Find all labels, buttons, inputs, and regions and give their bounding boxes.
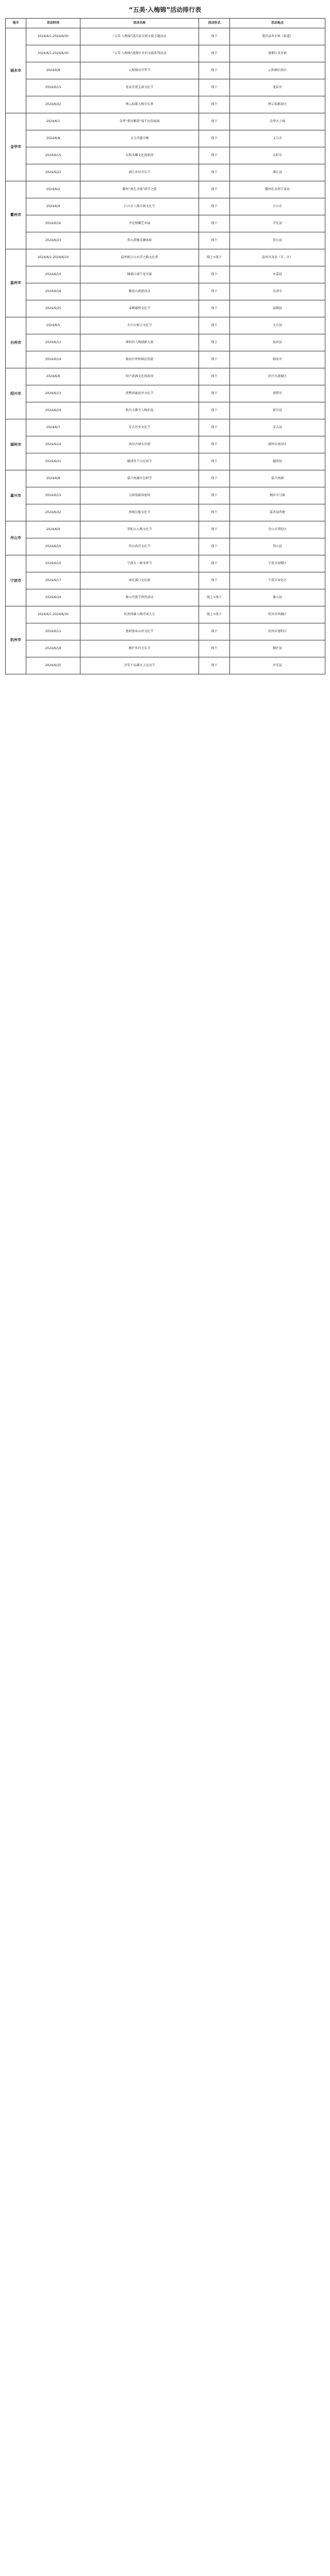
table-row: [6, 62, 325, 79]
time-cell: 2024/6/1-2024/6/10: [26, 249, 80, 266]
table-row: [6, 606, 325, 623]
activity-form-cell: 线下: [199, 198, 230, 215]
activity-form-cell: 线下: [199, 453, 230, 470]
activity-place-cell: 金华古子城: [230, 113, 325, 130]
activity-name-cell: “五美·入梅锦”遂昌县全域文旅主题活动: [80, 28, 199, 45]
activity-name-cell: 淳安千岛湖水上运动节: [80, 657, 199, 674]
activity-place-cell: 浦江县: [230, 164, 325, 181]
activity-form-cell: 线下: [199, 266, 230, 283]
document-page: [5, 0, 325, 674]
table-row: [6, 402, 325, 419]
activity-table: [5, 18, 325, 674]
activity-name-cell: 嘉兴南湖红色研学: [80, 470, 199, 487]
city-cell: 温州市: [6, 249, 26, 317]
table-row: [6, 436, 325, 453]
activity-place-cell: 新昌县: [230, 402, 325, 419]
activity-place-cell: 义乌市: [230, 130, 325, 147]
activity-place-cell: 永嘉县: [230, 266, 325, 283]
city-cell: 绍兴市: [6, 368, 26, 419]
activity-name-cell: 开化根雕艺术展: [80, 215, 199, 232]
activity-name-cell: 宁波天一阁书香节: [80, 555, 199, 572]
activity-name-cell: 泰顺廊桥文化节: [80, 300, 199, 317]
activity-place-cell: 泰顺县: [230, 300, 325, 317]
activity-name-cell: 西塘汉服文化节: [80, 504, 199, 521]
activity-name-cell: 浦江乡村音乐节: [80, 164, 199, 181]
time-cell: 2024/6/17: [26, 572, 80, 589]
time-cell: 2024/6/22: [26, 504, 80, 521]
activity-name-cell: 常山胡柚采摘体验: [80, 232, 199, 249]
table-row: [6, 657, 325, 674]
activity-form-cell: 线下: [199, 317, 230, 334]
table-row: [6, 504, 325, 521]
activity-form-cell: 线下: [199, 555, 230, 572]
activity-name-cell: 乌镇戏剧体验周: [80, 487, 199, 504]
time-cell: 2024/6/11: [26, 623, 80, 640]
activity-form-cell: 线下: [199, 28, 230, 45]
table-row: [6, 521, 325, 538]
table-row: [6, 113, 325, 130]
activity-place-cell: 温州市各县（市、区）: [230, 249, 325, 266]
activity-form-cell: 线下: [199, 504, 230, 521]
activity-place-cell: 桐庐县: [230, 640, 325, 657]
time-cell: 2024/6/18: [26, 283, 80, 300]
activity-form-cell: 线下: [199, 487, 230, 504]
city-cell: 嘉兴市: [6, 470, 26, 521]
table-row: [6, 300, 325, 317]
activity-name-cell: 云和梯田开犁节: [80, 62, 199, 79]
table-row: [6, 351, 325, 368]
time-cell: 2024/6/10: [26, 266, 80, 283]
activity-form-cell: 线下: [199, 640, 230, 657]
time-cell: 2024/6/21: [26, 453, 80, 470]
table-row: [6, 487, 325, 504]
city-cell: 衢州市: [6, 181, 26, 249]
activity-name-cell: 东阳木雕文化体验周: [80, 147, 199, 164]
activity-name-cell: 神仙居入梅摄影大赛: [80, 334, 199, 351]
activity-form-cell: 线下: [199, 538, 230, 555]
table-row: [6, 572, 325, 589]
activity-name-cell: 雁荡山夜游活动: [80, 283, 199, 300]
table-row: [6, 283, 325, 300]
activity-form-cell: 线下: [199, 147, 230, 164]
activity-name-cell: 衢州“南孔圣地”研学之旅: [80, 181, 199, 198]
time-cell: 2024/6/1-2024/6/30: [26, 45, 80, 62]
header-form: 活动形式: [199, 19, 230, 28]
activity-name-cell: 诸暨西施故里文化节: [80, 385, 199, 402]
activity-name-cell: 南浔古镇水乡游: [80, 436, 199, 453]
activity-name-cell: 缙云仙都入梅音乐季: [80, 96, 199, 113]
activity-form-cell: 线下: [199, 300, 230, 317]
activity-place-cell: 仙居县: [230, 334, 325, 351]
activity-place-cell: 临海市: [230, 351, 325, 368]
activity-form-cell: 线下: [199, 623, 230, 640]
activity-form-cell: 线下: [199, 79, 230, 96]
activity-name-cell: 临海台州府城民俗游: [80, 351, 199, 368]
activity-form-cell: 线下: [199, 232, 230, 249]
activity-place-cell: 东阳市: [230, 147, 325, 164]
activity-name-cell: 绍兴黄酒文化体验周: [80, 368, 199, 385]
activity-form-cell: 线下: [199, 521, 230, 538]
time-cell: 2024/6/9: [26, 198, 80, 215]
time-cell: 2024/6/15: [26, 79, 80, 96]
activity-form-cell: 线上: [199, 334, 230, 351]
activity-form-cell: 线下: [199, 215, 230, 232]
table-body: [6, 28, 325, 674]
time-cell: 2024/6/19: [26, 351, 80, 368]
activity-place-cell: 云和梯田景区: [230, 62, 325, 79]
activity-place-cell: 德清县: [230, 453, 325, 470]
city-cell: 金华市: [6, 113, 26, 181]
activity-form-cell: 线下: [199, 96, 230, 113]
activity-place-cell: 遂昌县各乡镇（街道）: [230, 28, 325, 45]
activity-name-cell: 德清莫干山民宿节: [80, 453, 199, 470]
activity-name-cell: 岱山海洋文化节: [80, 538, 199, 555]
activity-place-cell: 天台县: [230, 317, 325, 334]
activity-form-cell: 线下: [199, 402, 230, 419]
activity-place-cell: 衢州孔氏南宗家庙: [230, 181, 325, 198]
table-row: [6, 623, 325, 640]
activity-form-cell: 线下: [199, 45, 230, 62]
activity-name-cell: 新昌大佛寺入梅祈福: [80, 402, 199, 419]
table-row: [6, 130, 325, 147]
table-row: [6, 538, 325, 555]
activity-form-cell: 线下: [199, 572, 230, 589]
activity-name-cell: 龙泉青瓷宝剑文化节: [80, 79, 199, 96]
table-row: [6, 79, 325, 96]
activity-place-cell: 桐乡市乌镇: [230, 487, 325, 504]
activity-place-cell: 绍兴市越城区: [230, 368, 325, 385]
activity-name-cell: 天台山和合文化节: [80, 317, 199, 334]
table-row: [6, 334, 325, 351]
city-cell: 杭州市: [6, 606, 26, 674]
time-cell: 2024/6/23: [26, 232, 80, 249]
time-cell: 2024/6/8: [26, 130, 80, 147]
city-cell: 丽水市: [6, 28, 26, 113]
activity-name-cell: 义乌非遗市集: [80, 130, 199, 147]
time-cell: 2024/6/25: [26, 300, 80, 317]
activity-place-cell: 湖州市南浔区: [230, 436, 325, 453]
activity-name-cell: 安吉竹乡文化节: [80, 419, 199, 436]
table-row: [6, 266, 325, 283]
activity-form-cell: 线下: [199, 657, 230, 674]
activity-form-cell: 线下: [199, 181, 230, 198]
activity-form-cell: 线下: [199, 351, 230, 368]
time-cell: 2024/6/8: [26, 470, 80, 487]
table-row: [6, 198, 325, 215]
header-city: 地市: [6, 19, 26, 28]
time-cell: 2024/6/13: [26, 385, 80, 402]
time-cell: 2024/6/14: [26, 436, 80, 453]
activity-name-cell: 杭州西湖入梅诗词大会: [80, 606, 199, 623]
activity-name-cell: 富阳富春山居文化节: [80, 623, 199, 640]
activity-place-cell: 杭州市富阳区: [230, 623, 325, 640]
activity-form-cell: 线上+线下: [199, 589, 230, 606]
activity-name-cell: 江山廿八都古镇文化节: [80, 198, 199, 215]
activity-form-cell: 线上+线下: [199, 249, 230, 266]
time-cell: 2024/6/1-2024/6/30: [26, 28, 80, 45]
table-row: [6, 419, 325, 436]
time-cell: 2024/6/12: [26, 334, 80, 351]
activity-place-cell: 安吉县: [230, 419, 325, 436]
activity-place-cell: 舟山市普陀区: [230, 521, 325, 538]
table-row: [6, 470, 325, 487]
time-cell: 2024/6/1: [26, 113, 80, 130]
activity-place-cell: 莲都区各乡镇: [230, 45, 325, 62]
activity-place-cell: 宁波市奉化区: [230, 572, 325, 589]
table-row: [6, 453, 325, 470]
time-cell: 2024/6/22: [26, 164, 80, 181]
activity-name-cell: 桐庐乡村音乐节: [80, 640, 199, 657]
city-cell: 舟山市: [6, 521, 26, 555]
activity-form-cell: 线上+线下: [199, 606, 230, 623]
time-cell: 2024/6/15: [26, 487, 80, 504]
activity-form-cell: 线下: [199, 419, 230, 436]
table-row: [6, 385, 325, 402]
city-cell: 台州市: [6, 317, 26, 368]
activity-name-cell: 普陀山入梅文化节: [80, 521, 199, 538]
table-row: [6, 164, 325, 181]
activity-place-cell: 诸暨市: [230, 385, 325, 402]
table-row: [6, 215, 325, 232]
time-cell: 2024/6/7: [26, 419, 80, 436]
activity-place-cell: 淳安县: [230, 657, 325, 674]
table-row: [6, 249, 325, 266]
table-row: [6, 181, 325, 198]
time-cell: 2024/6/15: [26, 147, 80, 164]
document-title: “五美·入梅锦”活动排行表: [128, 6, 202, 13]
table-row: [6, 232, 325, 249]
activity-place-cell: 江山市: [230, 198, 325, 215]
activity-place-cell: 象山县: [230, 589, 325, 606]
time-cell: 2024/6/6: [26, 368, 80, 385]
table-header-row: [6, 19, 325, 28]
activity-place-cell: 开化县: [230, 215, 325, 232]
time-cell: 2024/6/2: [26, 181, 80, 198]
time-cell: 2024/6/20: [26, 402, 80, 419]
time-cell: 2024/6/16: [26, 538, 80, 555]
table-row: [6, 147, 325, 164]
time-cell: 2024/6/1-2024/6/30: [26, 606, 80, 623]
activity-place-cell: 嘉兴南湖: [230, 470, 325, 487]
table-row: [6, 589, 325, 606]
activity-form-cell: 线下: [199, 62, 230, 79]
time-cell: 2024/6/5: [26, 317, 80, 334]
header-name: 活动名称: [80, 19, 199, 28]
city-cell: 宁波市: [6, 555, 26, 606]
time-cell: 2024/6/18: [26, 640, 80, 657]
activity-name-cell: 象山开渔节预热活动: [80, 589, 199, 606]
activity-place-cell: 宁波市海曙区: [230, 555, 325, 572]
activity-form-cell: 线下: [199, 113, 230, 130]
activity-name-cell: 楠溪江端午龙舟赛: [80, 266, 199, 283]
table-row: [6, 45, 325, 62]
activity-place-cell: 乐清市: [230, 283, 325, 300]
table-row: [6, 28, 325, 45]
time-cell: 2024/6/24: [26, 589, 80, 606]
time-cell: 2024/6/25: [26, 657, 80, 674]
table-row: [6, 317, 325, 334]
table-row: [6, 368, 325, 385]
table-row: [6, 640, 325, 657]
activity-name-cell: 金华“婺风雅韵”端午民俗展演: [80, 113, 199, 130]
time-cell: 2024/6/8: [26, 62, 80, 79]
activity-form-cell: 线下: [199, 130, 230, 147]
activity-form-cell: 线下: [199, 368, 230, 385]
activity-place-cell: 岱山县: [230, 538, 325, 555]
activity-place-cell: 杭州市西湖区: [230, 606, 325, 623]
activity-place-cell: 常山县: [230, 232, 325, 249]
activity-form-cell: 线下: [199, 385, 230, 402]
table-row: [6, 96, 325, 113]
time-cell: 2024/6/22: [26, 96, 80, 113]
time-cell: 2024/6/16: [26, 215, 80, 232]
activity-name-cell: “五美·入梅锦”莲都区乡村文旅系列活动: [80, 45, 199, 62]
activity-place-cell: 缙云仙都景区: [230, 96, 325, 113]
activity-name-cell: 奉化溪口文化游: [80, 572, 199, 589]
header-time: 活动时间: [26, 19, 80, 28]
time-cell: 2024/6/10: [26, 555, 80, 572]
table-row: [6, 555, 325, 572]
city-cell: 湖州市: [6, 419, 26, 470]
activity-name-cell: 温州瓯江山水诗之路文化季: [80, 249, 199, 266]
activity-form-cell: 线下: [199, 436, 230, 453]
time-cell: 2024/6/9: [26, 521, 80, 538]
activity-place-cell: 嘉善县西塘: [230, 504, 325, 521]
activity-form-cell: 线下: [199, 164, 230, 181]
activity-form-cell: 线下: [199, 283, 230, 300]
activity-place-cell: 龙泉市: [230, 79, 325, 96]
activity-form-cell: 线下: [199, 470, 230, 487]
header-place: 活动地点: [230, 19, 325, 28]
